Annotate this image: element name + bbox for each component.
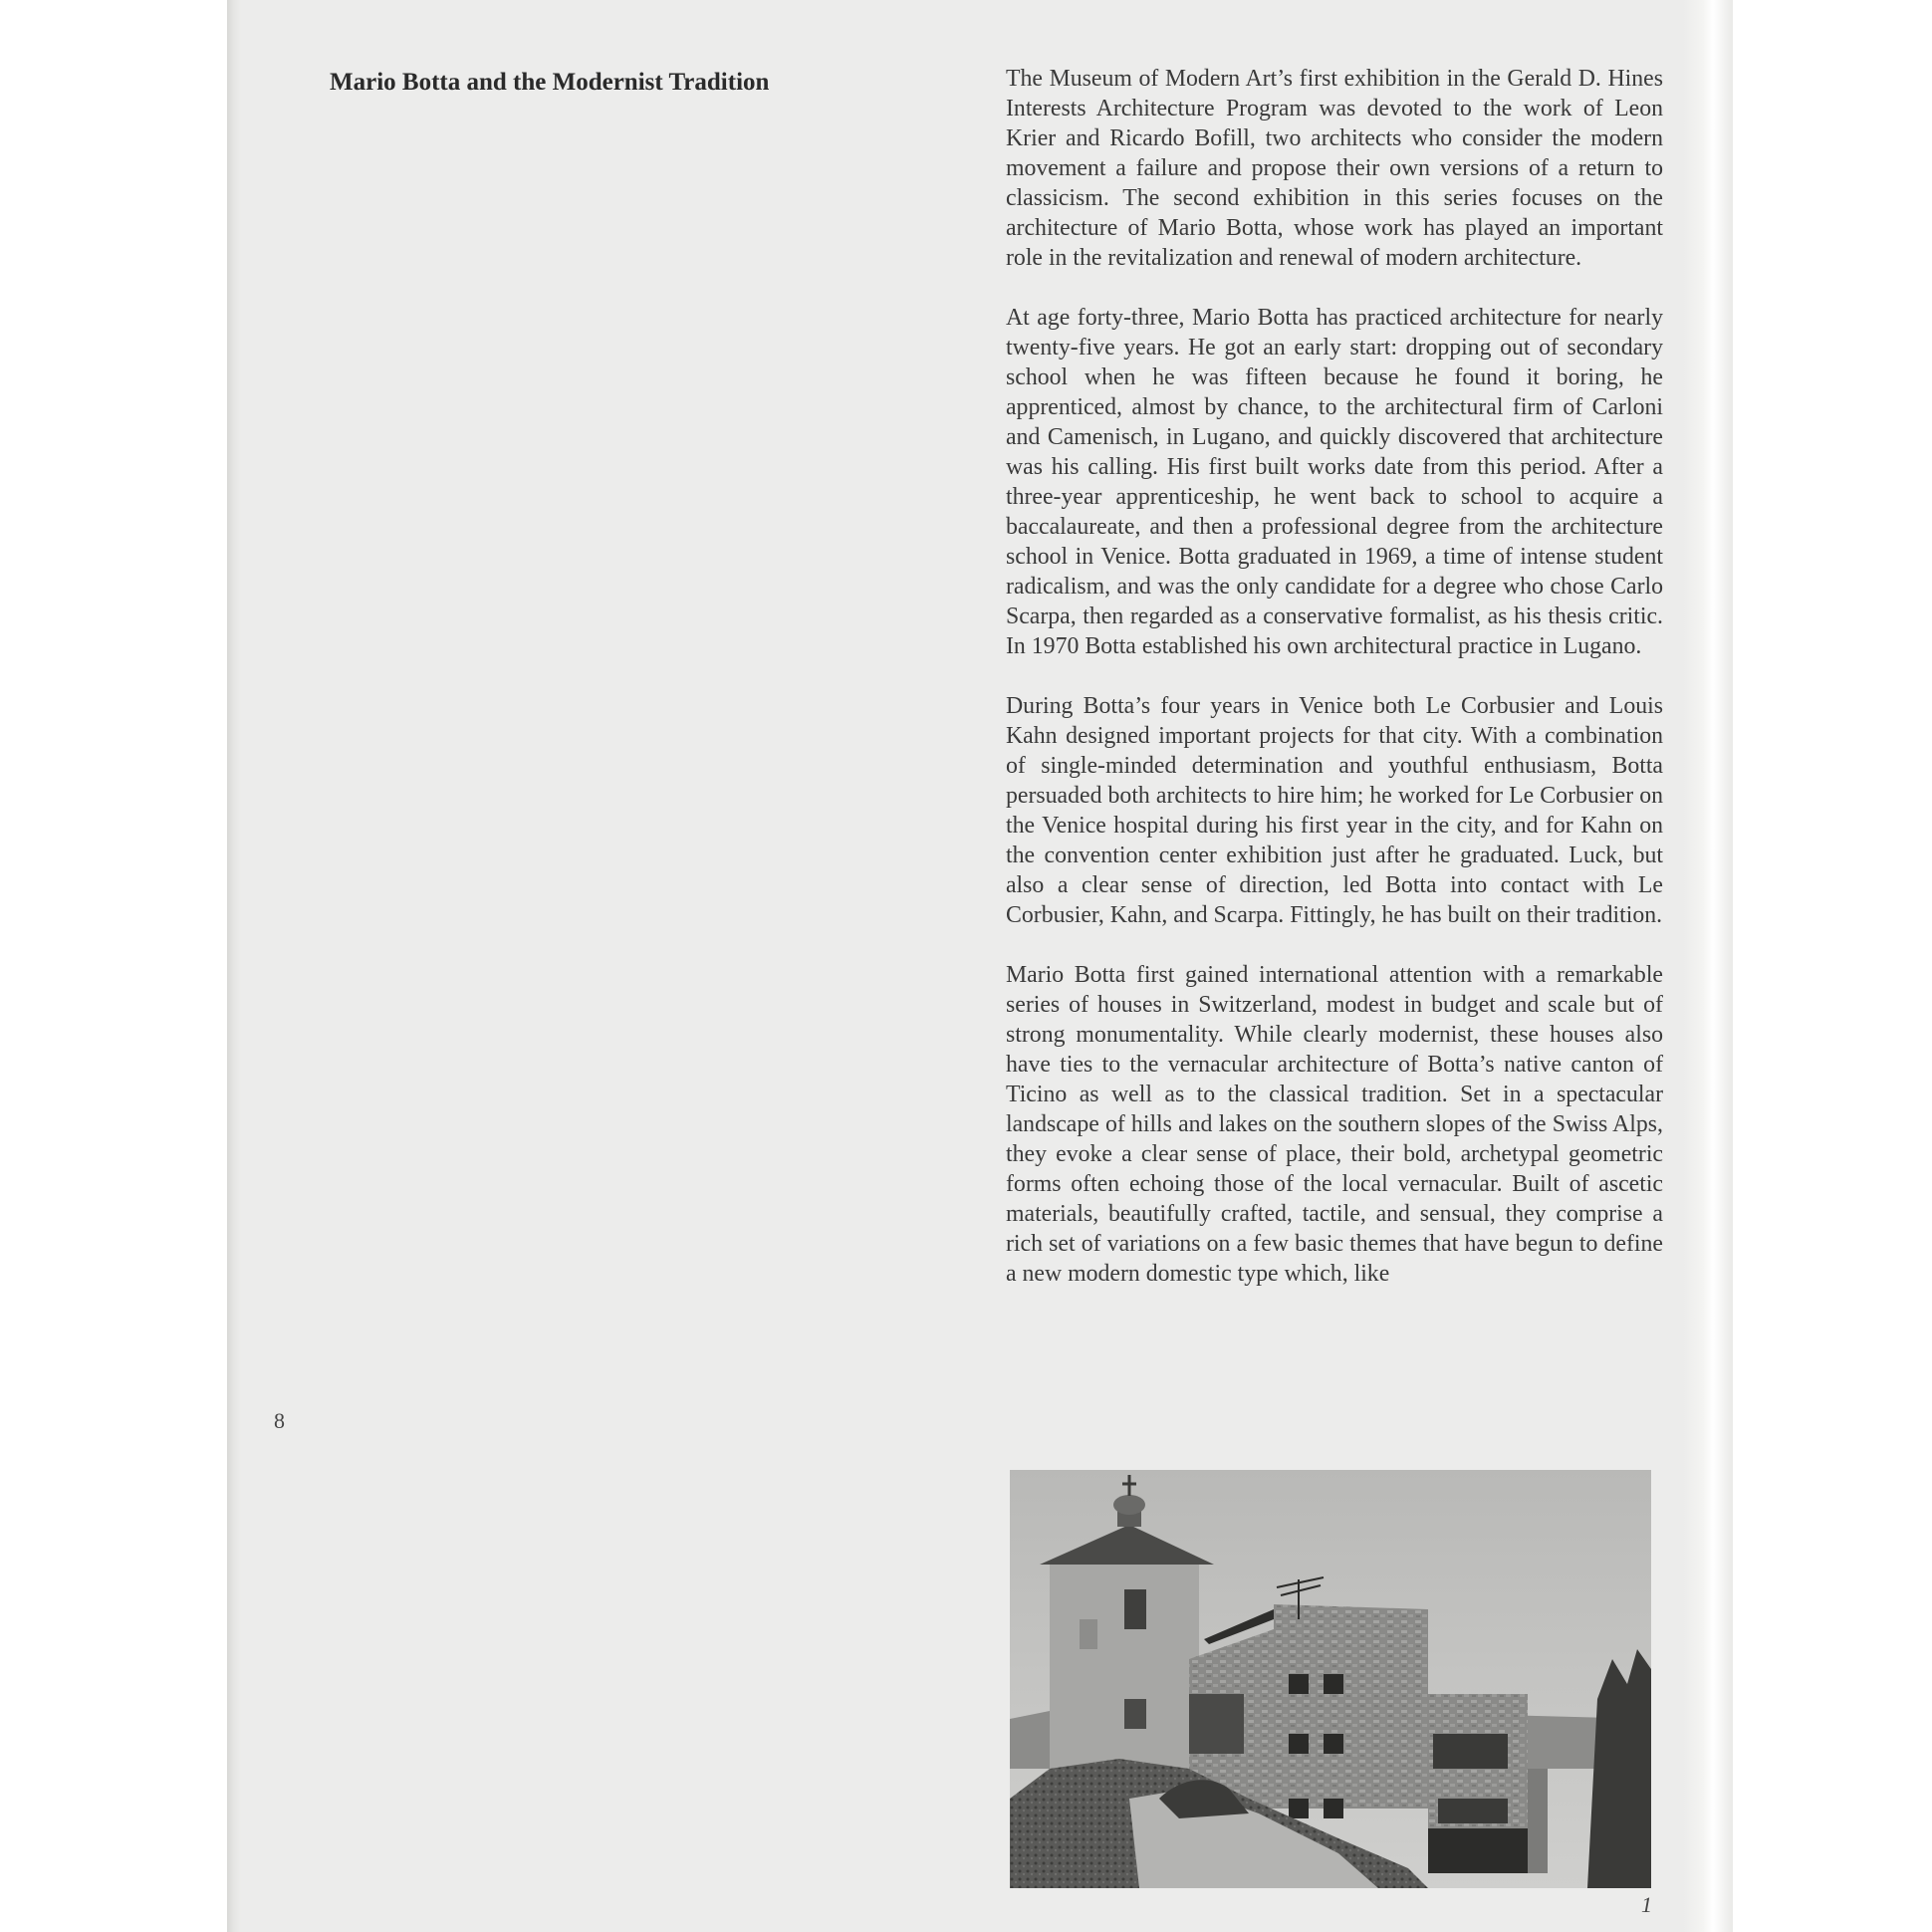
page-edge-left <box>227 0 241 1932</box>
body-text-column <box>1006 64 1663 1319</box>
paragraph: The Museum of Modern Art’s first exhibition in the Gerald D. Hines Interests Architecture Program was devoted to the work of Leon Krier and Ricardo Bofill, two architects who consider the modern movement a failure and propose their own versions of a return to classicism. The second exhibition in this series focuses on the architecture of Mario Botta, whose work has played an important role in the revitalization and renewal of modern architecture. <box>1006 66 1663 271</box>
page-number-left: 8 <box>274 1408 285 1433</box>
paragraph: Mario Botta first gained international attention with a remarkable series of houses in Switzerland, modest in budget and scale but of strong monumentality. While clearly modernist, these houses also have ties to the vernacular architecture of Botta’s native canton of Ticino as well as to the classical tradition. Set in a spectacular landscape of hills and lakes on the southern slopes of the Swiss Alps, they evoke a clear sense of place, their bold, archetypal geometric forms often echoing those of the local vernacular. Built of ascetic materials, beautifully crafted, tactile, and sensual, they comprise a rich set of variations on a few basic themes that have begun to define a new modern domestic type which, like <box>1006 962 1663 1287</box>
chapter-heading: Mario Botta and the Modernist Tradition <box>330 69 770 96</box>
building-photograph <box>1010 1470 1651 1888</box>
page-edge-right <box>1683 0 1733 1932</box>
photo-illustration <box>1010 1470 1651 1888</box>
paragraph: At age forty-three, Mario Botta has practiced architecture for nearly twenty-five years. He got an early start: dropping out of secondary school when he was fifteen because he found it boring, he apprenticed, almost by chance, to the architectural firm of Carloni and Camenisch, in Lugano, and quickly discovered that architecture was his calling. His first built works date from this period. After a three-year apprenticeship, he went back to school to acquire a baccalaureate, and then a professional degree from the architecture school in Venice. Botta graduated in 1969, a time of intense student radicalism, and was the only candidate for a degree who chose Carlo Scarpa, then regarded as a conservative formalist, as his thesis critic. In 1970 Botta established his own architectural practice in Lugano. <box>1006 305 1663 659</box>
paragraph: During Botta’s four years in Venice both Le Corbusier and Louis Kahn designed important projects for that city. With a combination of single-minded determination and youthful enthusiasm, Botta persuaded both architects to hire him; he worked for Le Corbusier on the Venice hospital during his first year in the city, and for Kahn on the convention center exhibition just after he graduated. Luck, but also a clear sense of direction, led Botta into contact with Le Corbusier, Kahn, and Scarpa. Fittingly, he has built on their tradition. <box>1006 693 1663 928</box>
page-number-right: 1 <box>1641 1892 1652 1917</box>
